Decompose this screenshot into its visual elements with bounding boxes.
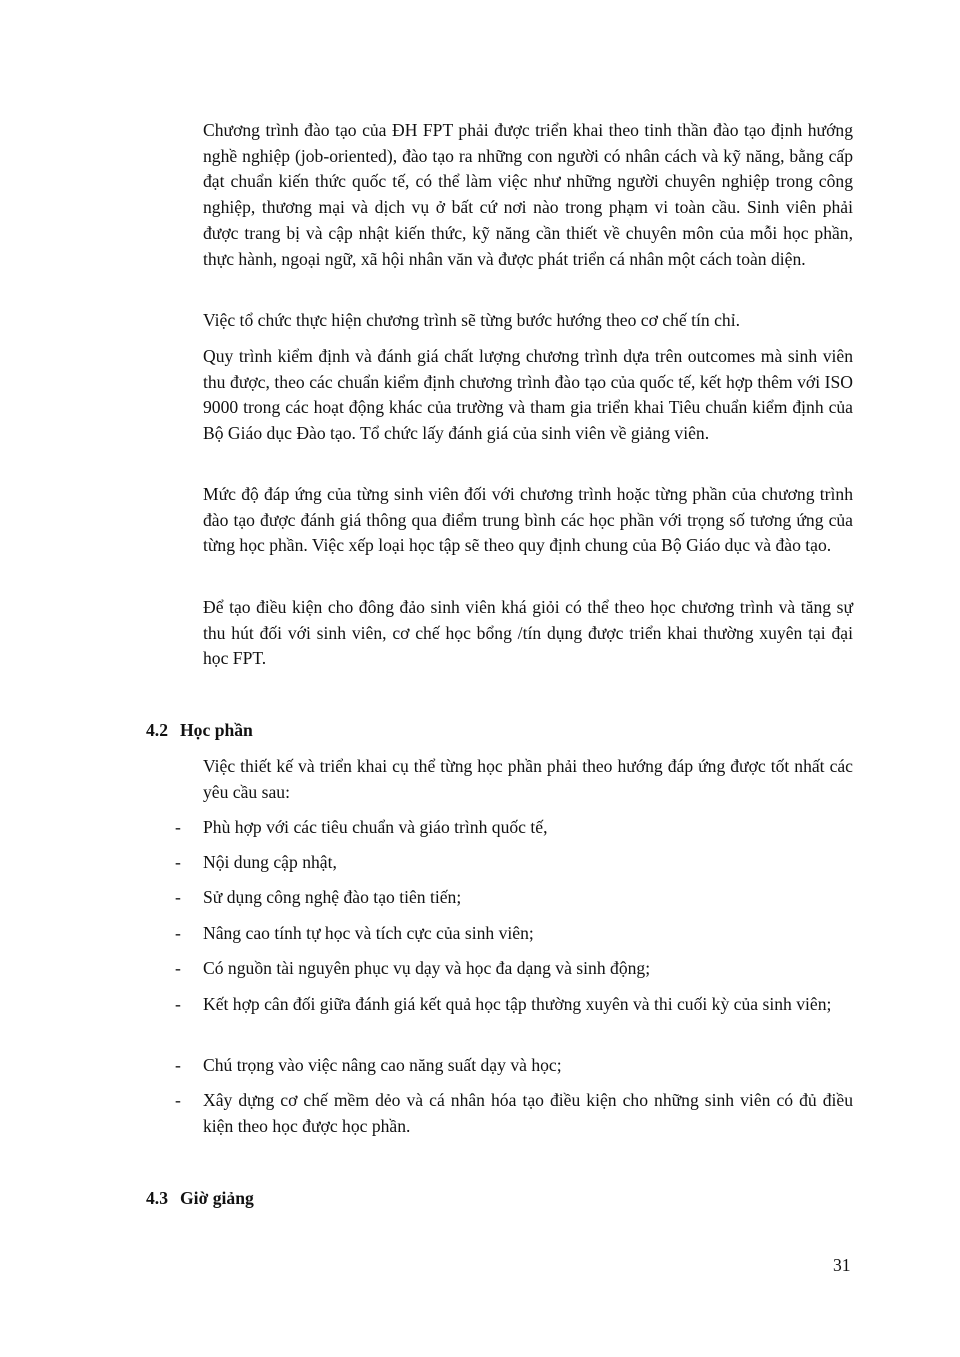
list-dash: - [175,923,181,943]
section-4-2-intro: Việc thiết kế và triển khai cụ thể từng học phần phải theo hướng đáp ứng được tốt nhất các yêu cầu sau: [203,756,853,802]
list-item-text: Phù hợp với các tiêu chuẩn và giáo trình quốc tế, [203,817,548,837]
list-item [175,992,853,1018]
page-number: 31 [833,1255,851,1275]
list-item-text: Kết hợp cân đối giữa đánh giá kết quả học tập thường xuyên và thi cuối kỳ của sinh viên; [203,994,832,1014]
list-dash: - [175,1055,181,1075]
paragraph-quality-assessment: Quy trình kiểm định và đánh giá chất lượng chương trình dựa trên outcomes mà sinh viên thu được, theo các chuẩn kiểm định chương trình đào tạo của quốc tế, kết hợp thêm với ISO 9000 trong các hoạt động khác của trường và tham gia triển khai Tiêu chuẩn kiểm định của Bộ Giáo dục Đào tạo. Tổ chức lấy đánh giá của sinh viên về giảng viên. [203,346,853,444]
list-dash: - [175,887,181,907]
list-item-text: Xây dựng cơ chế mềm dẻo và cá nhân hóa tạo điều kiện cho những sinh viên có đủ điều kiện theo học được học phần. [203,1090,853,1136]
list-dash: - [175,852,181,872]
list-item [175,1088,853,1139]
section-title: Giờ giảng [180,1188,254,1208]
paragraph-credit-system: Việc tổ chức thực hiện chương trình sẽ từng bước hướng theo cơ chế tín chỉ. [203,310,740,330]
list-dash: - [175,1090,181,1110]
list-item [175,1053,853,1079]
list-item-text: Sử dụng công nghệ đào tạo tiên tiến; [203,887,462,907]
list-item-text: Có nguồn tài nguyên phục vụ dạy và học đa dạng và sinh động; [203,958,651,978]
list-item [175,850,853,876]
list-dash: - [175,817,181,837]
section-title: Học phần [180,720,253,740]
list-item-text: Nội dung cập nhật, [203,852,337,872]
paragraph-scholarship: Để tạo điều kiện cho đông đảo sinh viên khá giỏi có thể theo học chương trình và tăng sự thu hút đối với sinh viên, cơ chế học bổng /tín dụng được triển khai thường xuyên tại đại học FPT. [203,597,853,669]
list-item [175,921,853,947]
list-dash: - [175,958,181,978]
paragraph-student-evaluation: Mức độ đáp ứng của từng sinh viên đối với chương trình hoặc từng phần của chương trình đào tạo được đánh giá thông qua điểm trung bình các học phần với trọng số tương ứng của từng học phần. Việc xếp loại học tập sẽ theo quy định chung của Bộ Giáo dục và đào tạo. [203,484,853,556]
section-heading-4-3 [146,1186,254,1212]
section-number: 4.3 [146,1188,168,1208]
section-heading-4-2 [146,718,253,744]
list-item [175,815,853,841]
paragraph-intro: Chương trình đào tạo của ĐH FPT phải được triển khai theo tinh thần đào tạo định hướng nghề nghiệp (job-oriented), đào tạo ra những con người có nhân cách và kỹ năng, bằng cấp đạt chuẩn kiến thức quốc tế, có thể làm việc như những người chuyên nghiệp trong công nghiệp, thương mại và dịch vụ ở bất cứ nơi nào trong phạm vi toàn cầu. Sinh viên phải được trang bị và cập nhật kiến thức, kỹ năng cần thiết về chuyên môn của mỗi học phần, thực hành, ngoại ngữ, xã hội nhân văn và được phát triển cá nhân một cách toàn diện. [203,120,853,269]
list-dash: - [175,994,181,1014]
section-number: 4.2 [146,720,168,740]
list-item [175,956,853,982]
list-item [175,885,853,911]
list-item-text: Chú trọng vào việc nâng cao năng suất dạy và học; [203,1055,562,1075]
list-item-text: Nâng cao tính tự học và tích cực của sinh viên; [203,923,534,943]
